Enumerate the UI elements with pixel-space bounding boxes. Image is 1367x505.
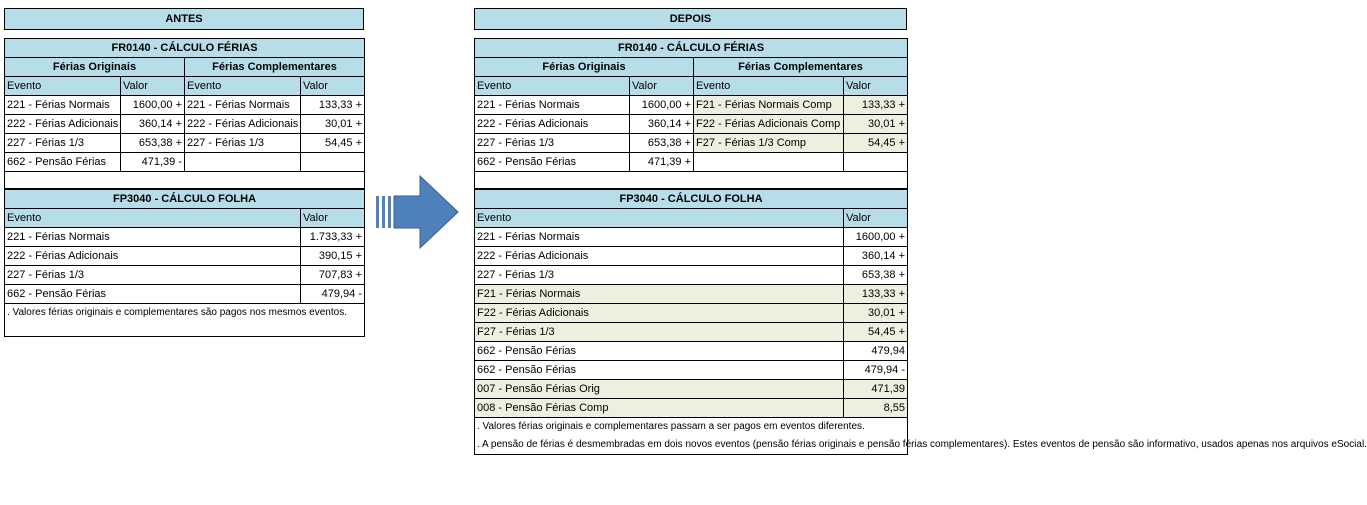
- valor-cell: 30,01 +: [301, 115, 365, 134]
- evento-cell: 227 - Férias 1/3: [5, 134, 121, 153]
- table-row: [475, 342, 908, 361]
- table-row: [5, 115, 365, 134]
- evento-cell: 222 - Férias Adicionais: [5, 247, 301, 266]
- evento-cell: 227 - Férias 1/3: [185, 134, 301, 153]
- valor-cell: 30,01 +: [844, 115, 908, 134]
- evento-cell: F27 - Férias 1/3 Comp: [694, 134, 844, 153]
- valor-cell: 54,45 +: [844, 134, 908, 153]
- spacer-row: [475, 172, 908, 189]
- col-evento: Evento: [185, 77, 301, 96]
- valor-cell: [844, 153, 908, 172]
- table-row: [475, 361, 908, 380]
- antes-fp3040-title: FP3040 - CÁLCULO FOLHA: [5, 190, 365, 209]
- evento-cell: F22 - Férias Adicionais: [475, 304, 844, 323]
- valor-cell: 360,14 +: [121, 115, 185, 134]
- valor-cell: 653,38 +: [844, 266, 908, 285]
- evento-cell: 221 - Férias Normais: [475, 228, 844, 247]
- valor-cell: 54,45 +: [844, 323, 908, 342]
- col-evento: Evento: [5, 77, 121, 96]
- evento-cell: 227 - Férias 1/3: [475, 266, 844, 285]
- evento-cell: 221 - Férias Normais: [185, 96, 301, 115]
- col-evento: Evento: [5, 209, 301, 228]
- depois-originais-label: Férias Originais: [475, 58, 694, 77]
- evento-cell: 221 - Férias Normais: [5, 228, 301, 247]
- depois-notes: [475, 418, 1367, 455]
- table-row: [5, 228, 365, 247]
- table-row: [5, 285, 365, 304]
- valor-cell: 1600,00 +: [844, 228, 908, 247]
- valor-cell: 471,39 +: [630, 153, 694, 172]
- evento-cell: 222 - Férias Adicionais: [475, 247, 844, 266]
- table-row: [475, 153, 908, 172]
- table-row: [5, 266, 365, 285]
- depois-note-1: . Valores férias originais e complementares passam a ser pagos em eventos diferentes.: [477, 421, 865, 432]
- valor-cell: [301, 153, 365, 172]
- table-row: [5, 96, 365, 115]
- col-valor: Valor: [121, 77, 185, 96]
- evento-cell: F21 - Férias Normais: [475, 285, 844, 304]
- valor-cell: 54,45 +: [301, 134, 365, 153]
- valor-cell: 479,94: [844, 342, 908, 361]
- valor-cell: 707,83 +: [301, 266, 365, 285]
- table-row: [475, 96, 908, 115]
- valor-cell: 133,33 +: [301, 96, 365, 115]
- col-evento: Evento: [694, 77, 844, 96]
- table-row: [5, 247, 365, 266]
- depois-header: DEPOIS: [474, 8, 907, 30]
- table-row: [475, 323, 908, 342]
- evento-cell: 227 - Férias 1/3: [5, 266, 301, 285]
- depois-fp3040-title: FP3040 - CÁLCULO FOLHA: [475, 190, 908, 209]
- evento-cell: 662 - Pensão Férias: [5, 285, 301, 304]
- evento-cell: 227 - Férias 1/3: [475, 134, 630, 153]
- table-row: [475, 380, 908, 399]
- valor-cell: 479,94 -: [844, 361, 908, 380]
- col-valor: Valor: [630, 77, 694, 96]
- col-valor: Valor: [844, 77, 908, 96]
- antes-complementares-label: Férias Complementares: [185, 58, 365, 77]
- evento-cell: 221 - Férias Normais: [5, 96, 121, 115]
- evento-cell: F27 - Férias 1/3: [475, 323, 844, 342]
- antes-header: ANTES: [4, 8, 364, 30]
- table-row: [5, 134, 365, 153]
- antes-note: . Valores férias originais e complementares são pagos nos mesmos eventos.: [5, 304, 365, 337]
- valor-cell: 471,39: [844, 380, 908, 399]
- evento-cell: 221 - Férias Normais: [475, 96, 630, 115]
- valor-cell: 133,33 +: [844, 96, 908, 115]
- valor-cell: 360,14 +: [630, 115, 694, 134]
- col-evento: Evento: [475, 77, 630, 96]
- antes-fp3040-table: [4, 189, 365, 337]
- table-row: [475, 266, 908, 285]
- col-valor: Valor: [844, 209, 908, 228]
- valor-cell: 479,94 -: [301, 285, 365, 304]
- valor-cell: 653,38 +: [630, 134, 694, 153]
- valor-cell: 8,55: [844, 399, 908, 418]
- col-valor: Valor: [301, 209, 365, 228]
- depois-complementares-label: Férias Complementares: [694, 58, 908, 77]
- depois-note-2: . A pensão de férias é desmembradas em dois novos eventos (pensão férias originais e pensão férias complementares). Estes eventos de pensão são informativo, usados apenas nos arquivos eSocial.: [477, 439, 1367, 450]
- table-row: [475, 134, 908, 153]
- antes-fr0140-title: FR0140 - CÁLCULO FÉRIAS: [5, 39, 365, 58]
- valor-cell: 653,38 +: [121, 134, 185, 153]
- evento-cell: [694, 153, 844, 172]
- valor-cell: 30,01 +: [844, 304, 908, 323]
- valor-cell: 1600,00 +: [630, 96, 694, 115]
- table-row: [5, 153, 365, 172]
- table-row: [475, 285, 908, 304]
- valor-cell: 360,14 +: [844, 247, 908, 266]
- valor-cell: 390,15 +: [301, 247, 365, 266]
- valor-cell: 1.733,33 +: [301, 228, 365, 247]
- depois-fp3040-table: [474, 189, 1367, 455]
- table-row: [475, 228, 908, 247]
- evento-cell: 662 - Pensão Férias: [475, 361, 844, 380]
- spacer-row: [5, 172, 365, 189]
- depois-fr0140-table: [474, 38, 908, 189]
- table-row: [475, 304, 908, 323]
- depois-fr0140-title: FR0140 - CÁLCULO FÉRIAS: [475, 39, 908, 58]
- evento-cell: 662 - Pensão Férias: [475, 342, 844, 361]
- valor-cell: 133,33 +: [844, 285, 908, 304]
- antes-originais-label: Férias Originais: [5, 58, 185, 77]
- evento-cell: 662 - Pensão Férias: [5, 153, 121, 172]
- antes-fr0140-table: [4, 38, 365, 189]
- valor-cell: 471,39 -: [121, 153, 185, 172]
- right-arrow-icon: [376, 174, 460, 250]
- col-evento: Evento: [475, 209, 844, 228]
- evento-cell: 662 - Pensão Férias: [475, 153, 630, 172]
- evento-cell: 222 - Férias Adicionais: [475, 115, 630, 134]
- evento-cell: [185, 153, 301, 172]
- table-row: [475, 247, 908, 266]
- table-row: [475, 399, 908, 418]
- table-row: [475, 115, 908, 134]
- evento-cell: F21 - Férias Normais Comp: [694, 96, 844, 115]
- evento-cell: 222 - Férias Adicionais: [185, 115, 301, 134]
- evento-cell: F22 - Férias Adicionais Comp: [694, 115, 844, 134]
- evento-cell: 007 - Pensão Férias Orig: [475, 380, 844, 399]
- evento-cell: 222 - Férias Adicionais: [5, 115, 121, 134]
- col-valor: Valor: [301, 77, 365, 96]
- valor-cell: 1600,00 +: [121, 96, 185, 115]
- evento-cell: 008 - Pensão Férias Comp: [475, 399, 844, 418]
